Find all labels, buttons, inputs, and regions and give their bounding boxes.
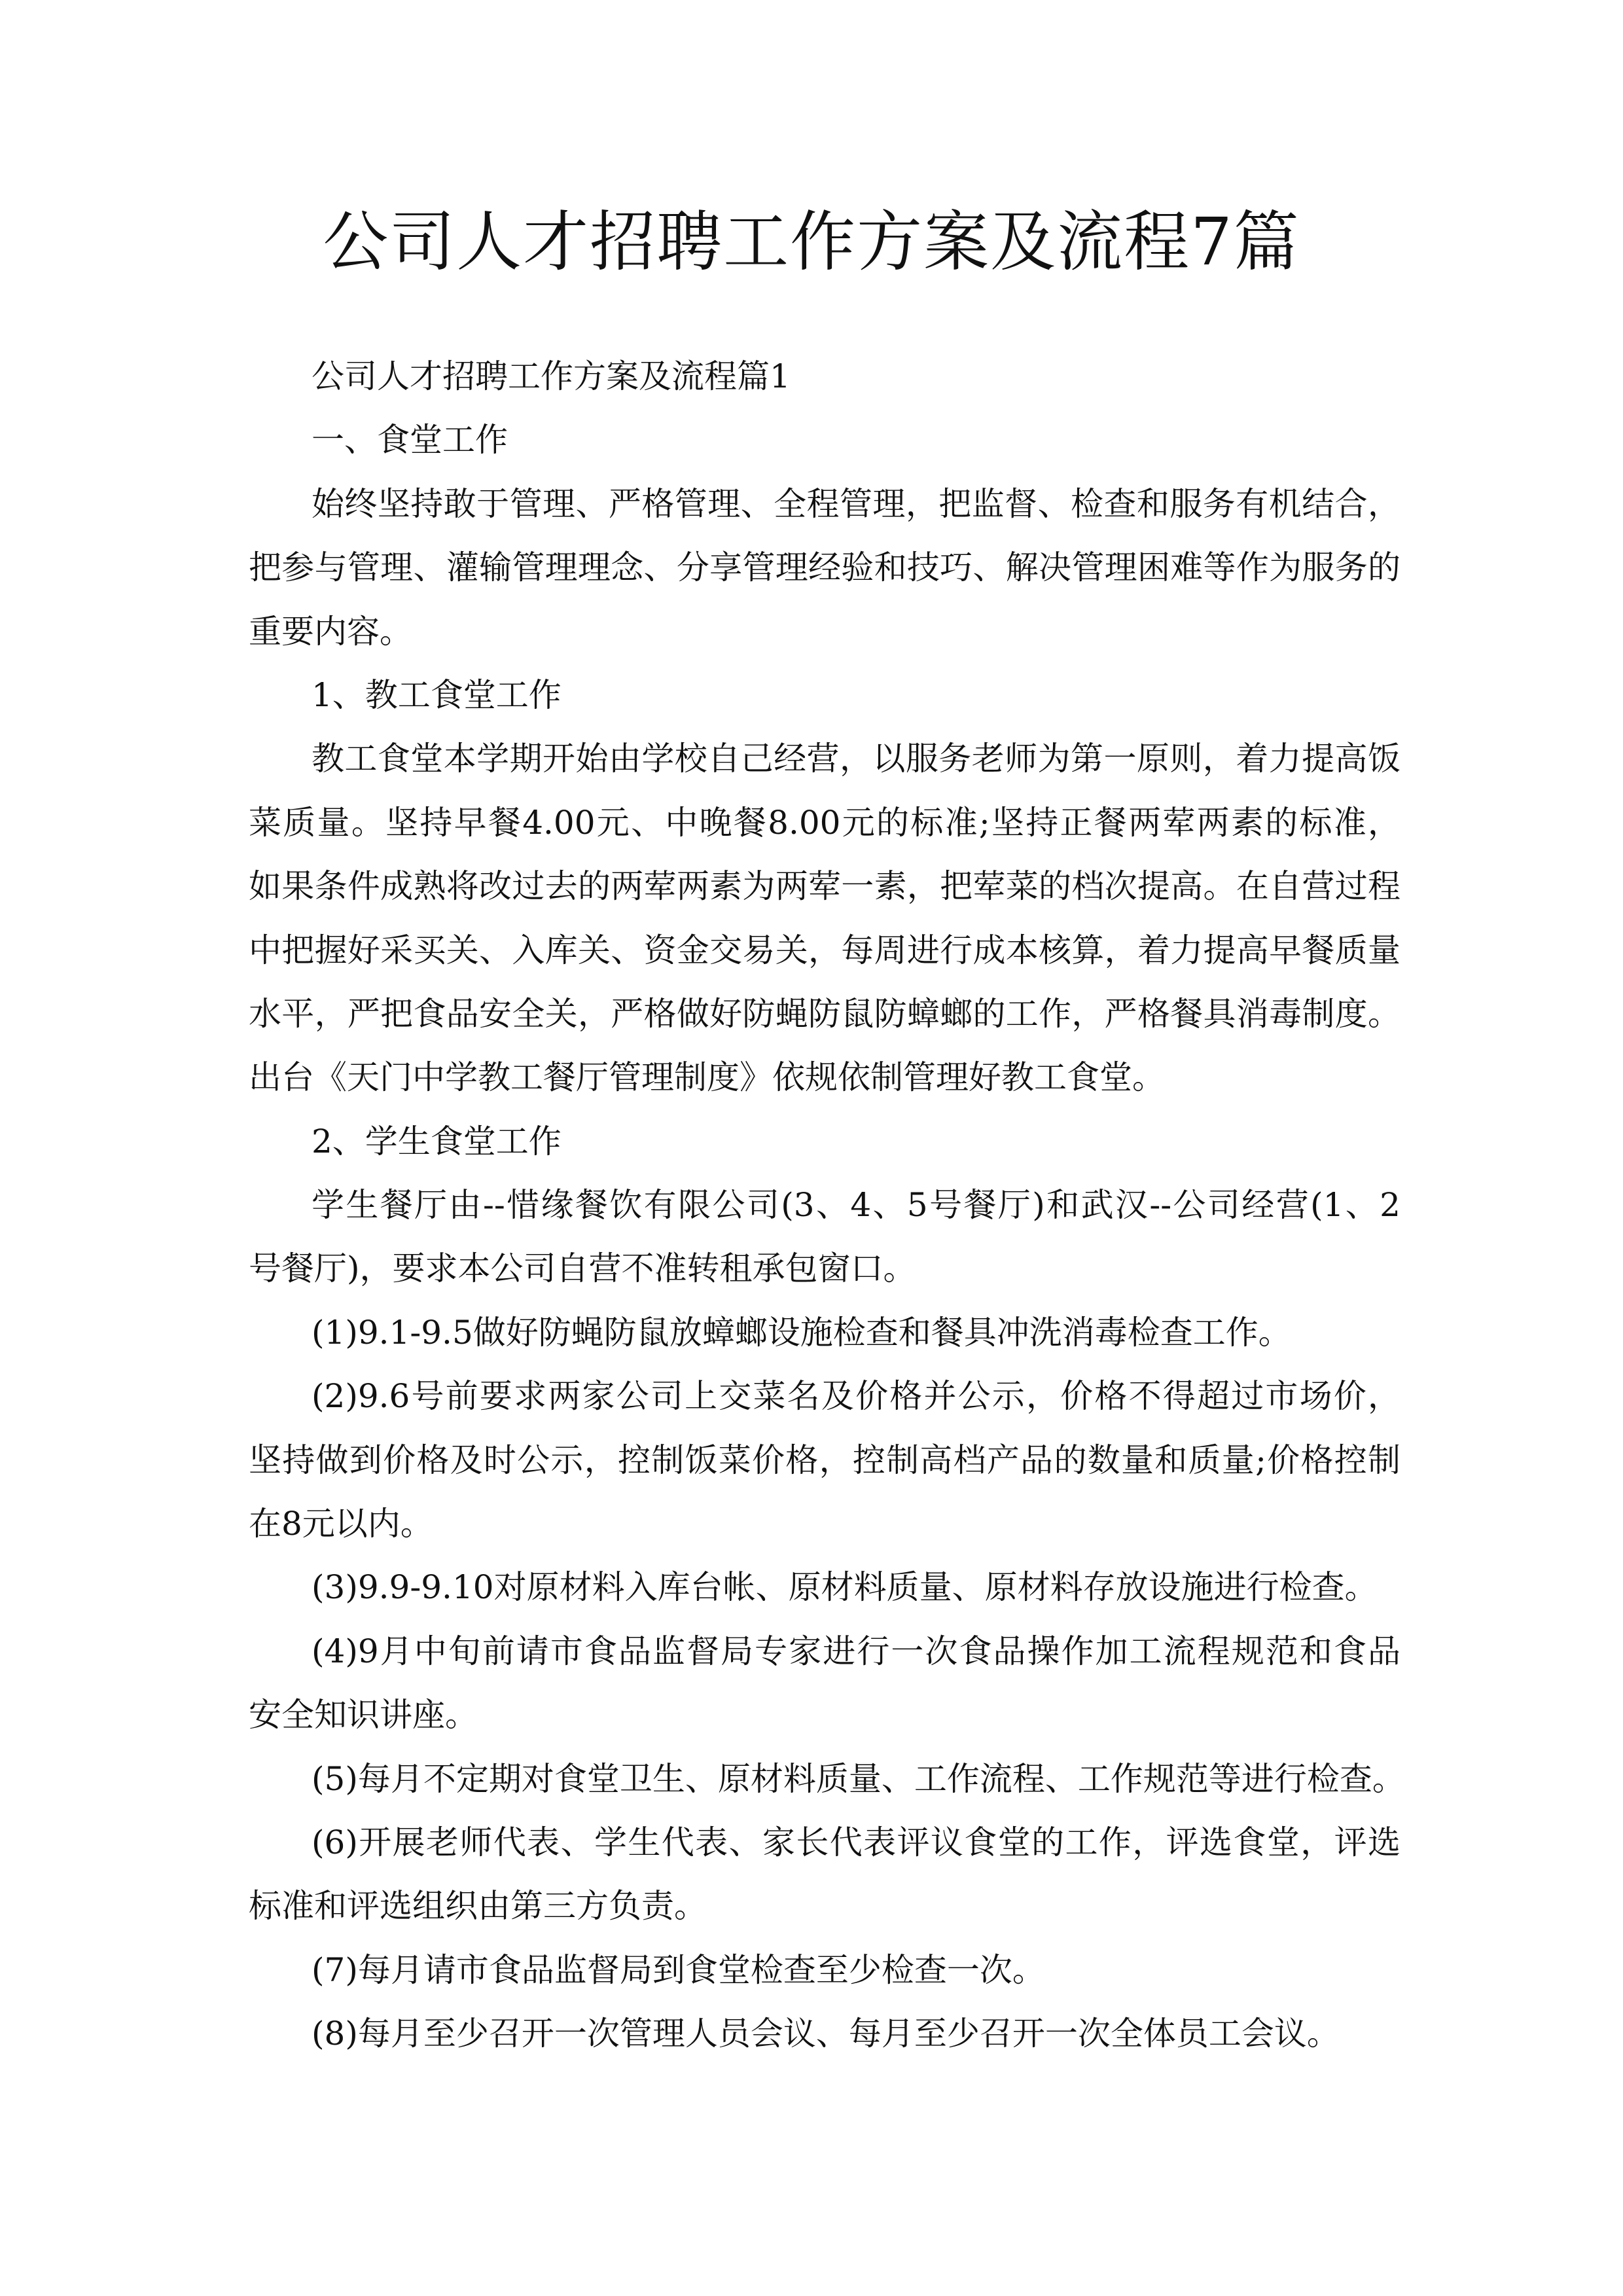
- paragraph-line: 1、教工食堂工作: [312, 675, 562, 714]
- paragraph: [249, 2002, 1400, 2066]
- paragraph-line: 安全知识讲座。: [249, 1696, 478, 1734]
- paragraph-line: 菜质量。坚持早餐4.00元、中晚餐8.00元的标准;坚持正餐两荤两素的标准，: [249, 803, 1400, 842]
- paragraph: [249, 1939, 1400, 2002]
- paragraph-line: (2)9.6号前要求两家公司上交菜名及价格并公示，价格不得超过市场价，: [312, 1377, 1400, 1416]
- paragraph: [249, 727, 1400, 1109]
- paragraph-line: 水平，严把食品安全关，严格做好防蝇防鼠防蟑螂的工作，严格餐具消毒制度。: [249, 994, 1400, 1033]
- paragraph-line: (5)每月不定期对食堂卫生、原材料质量、工作流程、工作规范等进行检查。: [312, 1759, 1405, 1798]
- paragraph-line: (7)每月请市食品监督局到食堂检查至少检查一次。: [312, 1950, 1045, 1989]
- paragraph-line: 号餐厅)，要求本公司自营不准转租承包窗口。: [249, 1249, 916, 1288]
- paragraph-line: 始终坚持敢于管理、严格管理、全程管理，把监督、检查和服务有机结合，: [312, 484, 1400, 523]
- document-body: [249, 345, 1405, 2066]
- paragraph: [249, 473, 1400, 664]
- paragraph-line: 公司人才招聘工作方案及流程篇1: [312, 357, 791, 395]
- paragraph-line: 把参与管理、灌输管理理念、分享管理经验和技巧、解决管理困难等作为服务的: [249, 548, 1400, 587]
- paragraph-line: 学生餐厅由--惜缘餐饮有限公司(3、4、5号餐厅)和武汉--公司经营(1、2: [312, 1186, 1400, 1225]
- paragraph: [249, 1556, 1400, 1619]
- paragraph-line: (6)开展老师代表、学生代表、家长代表评议食堂的工作，评选食堂，评选: [312, 1823, 1400, 1861]
- paragraph-line: (4)9月中旬前请市食品监督局专家进行一次食品操作加工流程规范和食品: [312, 1632, 1400, 1670]
- paragraph: [249, 1620, 1400, 1748]
- paragraph: [249, 345, 1400, 408]
- paragraph: [249, 1301, 1400, 1365]
- paragraph-line: 教工食堂本学期开始由学校自己经营，以服务老师为第一原则，着力提高饭: [312, 740, 1400, 778]
- paragraph: [249, 1748, 1405, 1811]
- paragraph-line: 如果条件成熟将改过去的两荤两素为两荤一素，把荤菜的档次提高。在自营过程: [249, 867, 1400, 906]
- paragraph-line: 一、食堂工作: [312, 421, 508, 459]
- paragraph: [249, 1811, 1400, 1939]
- paragraph: [249, 408, 1400, 472]
- paragraph-line: (3)9.9-9.10对原材料入库台帐、原材料质量、原材料存放设施进行检查。: [312, 1568, 1378, 1607]
- document-title: 公司人才招聘工作方案及流程7篇: [323, 204, 1300, 280]
- paragraph-line: 坚持做到价格及时公示，控制饭菜价格，控制高档产品的数量和质量;价格控制: [249, 1441, 1400, 1479]
- paragraph-line: 在8元以内。: [249, 1505, 433, 1543]
- paragraph-line: 2、学生食堂工作: [312, 1122, 562, 1160]
- paragraph: [249, 1110, 1400, 1174]
- paragraph-line: 标准和评选组织由第三方负责。: [249, 1887, 707, 1926]
- paragraph-line: 重要内容。: [249, 612, 412, 651]
- paragraph-line: 中把握好采买关、入库关、资金交易关，每周进行成本核算，着力提高早餐质量: [249, 931, 1400, 969]
- paragraph-line: (8)每月至少召开一次管理人员会议、每月至少召开一次全体员工会议。: [312, 2015, 1340, 2053]
- paragraph: [249, 664, 1400, 727]
- paragraph: [249, 1174, 1400, 1301]
- paragraph: [249, 1365, 1400, 1556]
- paragraph-line: (1)9.1-9.5做好防蝇防鼠放蟑螂设施检查和餐具冲洗消毒检查工作。: [312, 1313, 1291, 1352]
- paragraph-line: 出台《天门中学教工餐厅管理制度》依规依制管理好教工食堂。: [249, 1058, 1165, 1097]
